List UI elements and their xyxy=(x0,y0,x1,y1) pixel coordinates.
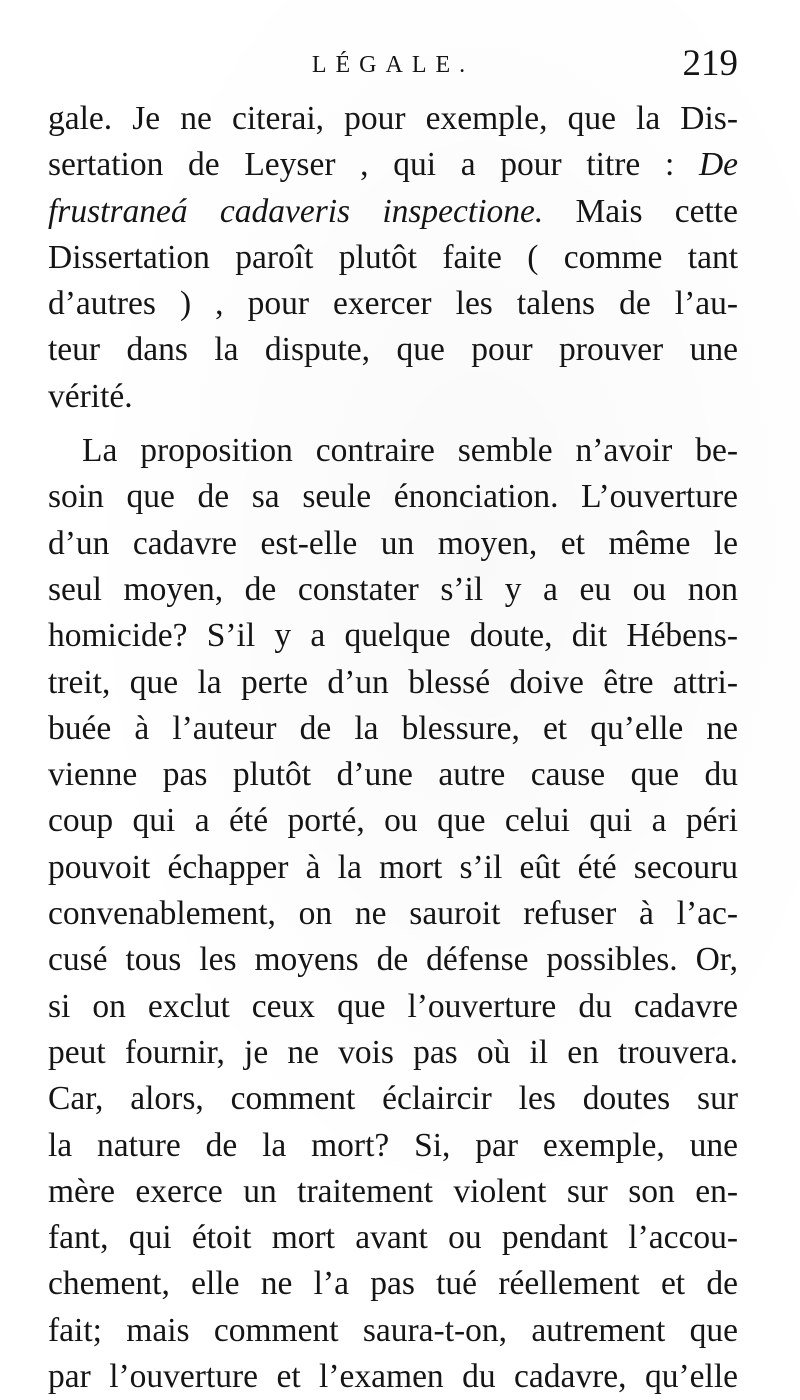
italic-title: frustraneá cadaveris inspectione. xyxy=(48,192,544,230)
text-line: seul moyen, de constater s’il y a eu ou non xyxy=(48,570,738,608)
running-title: LÉGALE. xyxy=(311,52,475,78)
italic-title-start: De xyxy=(698,146,739,184)
text-line: chement, elle ne l’a pas tué réellement et de xyxy=(48,1265,738,1303)
text-line: homicide? S’il y a quelque doute, dit Hébens- xyxy=(48,617,738,655)
page-number: 219 xyxy=(682,43,738,84)
text-line: si on exclut ceux que l’ouverture du cadavre xyxy=(48,987,738,1025)
text-line: treit, que la perte d’un blessé doive être attri- xyxy=(48,663,738,701)
text-line: fant, qui étoit mort avant ou pendant l’accou- xyxy=(48,1219,738,1257)
text-line: teur dans la dispute, que pour prouver une xyxy=(48,331,738,369)
text-line: gale. Je ne citerai, pour exemple, que la Dis- xyxy=(48,100,738,137)
text-line: la nature de la mort? Si, par exemple, une xyxy=(48,1126,738,1164)
text-line: d’un cadavre est-elle un moyen, et même le xyxy=(48,524,738,562)
body-text xyxy=(48,96,738,1400)
text-line: vienne pas plutôt d’une autre cause que du xyxy=(48,756,738,794)
text-line: cusé tous les moyens de défense possibles. Or, xyxy=(48,941,738,979)
text-line: buée à l’auteur de la blessure, et qu’elle ne xyxy=(48,709,738,747)
text-line xyxy=(48,189,738,235)
text-line: coup qui a été porté, ou que celui qui a péri xyxy=(48,802,738,840)
text-line-part: Mais cette xyxy=(575,192,738,230)
running-head xyxy=(48,42,738,90)
text-line: soin que de sa seule énonciation. L’ouverture xyxy=(48,478,738,516)
text-line xyxy=(48,142,738,188)
paragraph-1 xyxy=(48,96,738,420)
text-line: vérité. xyxy=(48,377,133,415)
text-line: Dissertation paroît plutôt faite ( comme tant xyxy=(48,238,738,276)
text-line: peut fournir, je ne vois pas où il en trouvera. xyxy=(48,1033,738,1071)
text-line: La proposition contraire semble n’avoir be- xyxy=(82,432,738,470)
text-line: pouvoit échapper à la mort s’il eût été secouru xyxy=(48,848,738,886)
paragraph-2 xyxy=(48,428,738,1400)
paragraph-gap xyxy=(48,420,738,428)
text-line: convenablement, on ne sauroit refuser à l’ac- xyxy=(48,895,738,933)
text-line: fait; mais comment saura-t-on, autrement que xyxy=(48,1311,738,1349)
text-line: mère exerce un traitement violent sur son en- xyxy=(48,1172,738,1210)
text-line-part: sertation de Leyser , qui a pour titre : xyxy=(48,146,675,184)
text-line: d’autres ) , pour exercer les talens de l’au- xyxy=(48,285,738,323)
text-line: par l’ouverture et l’examen du cadavre, qu’elle xyxy=(48,1358,738,1396)
text-line: Car, alors, comment éclaircir les doutes sur xyxy=(48,1080,738,1118)
